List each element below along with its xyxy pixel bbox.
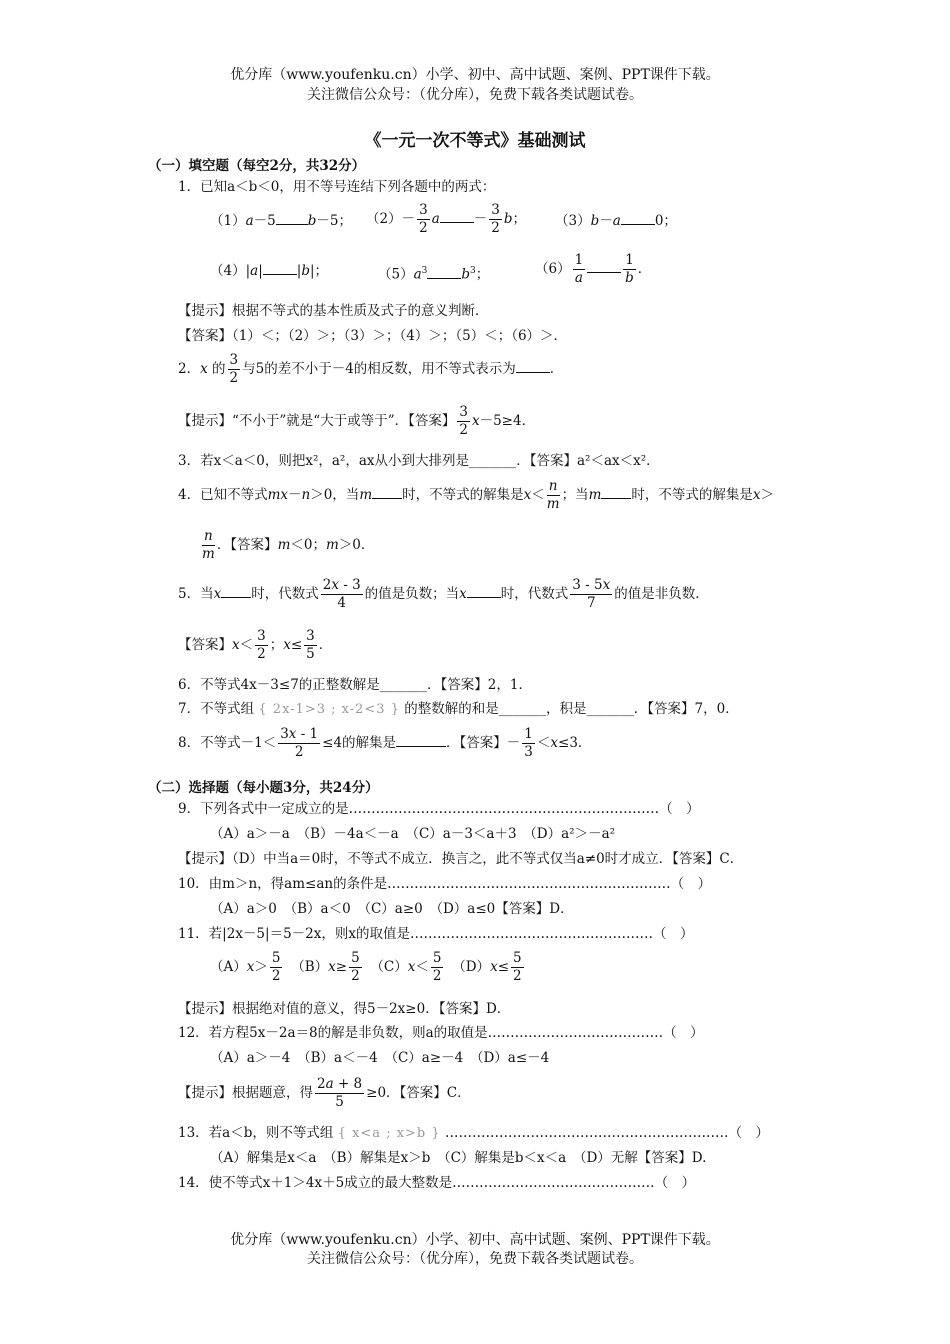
q3-text: 3．若x＜a＜0，则把x²，a²，ax从小到大排列是_______．【答案】a²＜ax＜x²． [178,453,660,469]
q9-options: （A）a＞－a （B）－4a＜－a （C）a－3＜a＋3 （D）a²＞－a² [210,826,616,842]
q1-part4: （4）|a| |b|； [210,263,329,279]
q7-pre: 7．不等式组 [178,701,255,717]
q13-stem-post: ………………………………………………………（ ） [444,1125,769,1141]
q12-hint: 【提示】根据题意，得 $\frac{2a + 8}{5}$ ≥0．【答案】C． [178,1076,471,1110]
page-title: 《一元一次不等式》基础测试 [364,131,586,151]
q7-post: 的整数解的和是_______，积是_______．【答案】7，0． [404,701,739,717]
q12-options: （A）a＞－4 （B）a＜－4 （C）a≥－4 （D）a≤－4 [210,1050,550,1066]
q1-part1: （1）a－5 b－5； [210,213,352,229]
section-choice: （二）选择题（每小题3分，共24分） [148,780,379,796]
header-line-2: 关注微信公众号：（优分库），免费下载各类试题试卷。 [307,87,643,103]
q5-answer: 【答案】x＜ $\frac{3}{2}$ ；x≤ $\frac{3}{5}$ ． [178,628,333,662]
q14-stem: 14．使不等式x＋1＞4x＋5成立的最大整数是………………………………………（ ） [178,1175,696,1191]
q10-stem: 10．由m＞n，得am≤an的条件是………………………………………………………（ ） [178,876,712,892]
q13-stem [178,1124,769,1143]
q1-answer: 【答案】（1）＜；（2）＞；（3）＞；（4）＞；（5）＜；（6）＞． [178,328,568,344]
q11-options: （A）x＞ $\frac{5}{2}$ （B）x≥ $\frac{5}{2}$ （C）x＜ $\frac{5}{2}$ （D）x≤ $\frac{5}{2}$ [210,950,522,984]
q2-stem: 2．x 的 $\frac{3}{2}$ 与5的差不小于－4的相反数，用不等式表示为 ． [178,352,564,386]
q11-hint: 【提示】根据绝对值的意义，得5－2x≥0．【答案】D． [178,1001,511,1017]
footer-line-1: 优分库（www.youfenku.cn）小学、初中、高中试题、案例、PPT课件下载。 [230,1232,720,1248]
q7-text [178,700,739,719]
q6-text: 6．不等式4x－3≤7的正整数解是_______．【答案】2，1． [178,677,532,693]
q7-system: { 2x-1>3 ; x-2<3 } [258,702,400,717]
q13-system: { x<a ; x>b } [337,1126,441,1141]
q10-options: （A）a＞0 （B）a＜0 （C）a≥0 （D）a≤0【答案】D． [210,901,574,917]
q9-hint: 【提示】（D）中当a＝0时，不等式不成立．换言之，此不等式仅当a≠0时才成立．【答案】C． [178,851,744,867]
section-fill-in: （一）填空题（每空2分，共32分） [148,158,366,174]
q1-part5: $(5)a^3$ $b^3$； [378,266,490,283]
q8-text: 8．不等式－1＜ $\frac{3x - 1}{2}$ ≤4的解集是 ．【答案】－ $\frac{1}{3}$ ＜x≤3． [178,726,592,760]
q2-hint-answer: 【提示】“不小于”就是“大于或等于”．【答案】 $\frac{3}{2}$ x－5≥4． [178,404,536,438]
q13-options: （A）解集是x＜a （B）解集是x＞b （C）解集是b＜x＜a （D）无解【答案】D. [210,1150,707,1166]
footer-line-2: 关注微信公众号：（优分库），免费下载各类试题试卷。 [307,1251,643,1267]
q1-stem: 1．已知a＜b＜0，用不等号连结下列各题中的两式： [178,179,496,195]
q4-stem: 4．已知不等式mx－n＞0，当m 时，不等式的解集是x＜ $\frac{n}{m}$ ；当m 时，不等式的解集是x＞ [178,478,774,512]
q11-stem: 11．若|2x－5|＝5－2x，则x的取值是………………………………………………（ ） [178,926,694,942]
q13-stem-pre: 13．若a＜b，则不等式组 [178,1125,334,1141]
q2-hint: 【提示】“不小于”就是“大于或等于”．【答案】 [178,413,456,429]
q5-stem: 5．当x 时，代数式 $\frac{2x - 3}{4}$ 的值是负数；当x 时，代数式 $\frac{3 - 5x}{7}$ 的值是非负数． [178,577,709,611]
q1-part3: （3）b－a 0； [555,213,677,229]
q1-hint: 【提示】根据不等式的基本性质及式子的意义判断． [178,303,489,319]
q9-stem: 9．下列各式中一定成立的是……………………………………………………………（ ） [178,801,700,817]
q1-part2: （2）－ $\frac{3}{2}$ a － $\frac{3}{2}$ b； [366,202,526,236]
q12-stem: 12．若方程5x－2a＝8的解是非负数，则a的取值是…………………………………（ ） [178,1025,704,1041]
header-line-1: 优分库（www.youfenku.cn）小学、初中、高中试题、案例、PPT课件下载。 [230,67,720,83]
q1-part6: （6） $\frac{1}{a}$ $\frac{1}{b}$ ． [535,252,652,286]
q12-hint-post: ≥0．【答案】C． [366,1085,471,1101]
q4-answer: $\frac{n}{m}$ ．【答案】m＜0；m＞0． [202,528,375,562]
